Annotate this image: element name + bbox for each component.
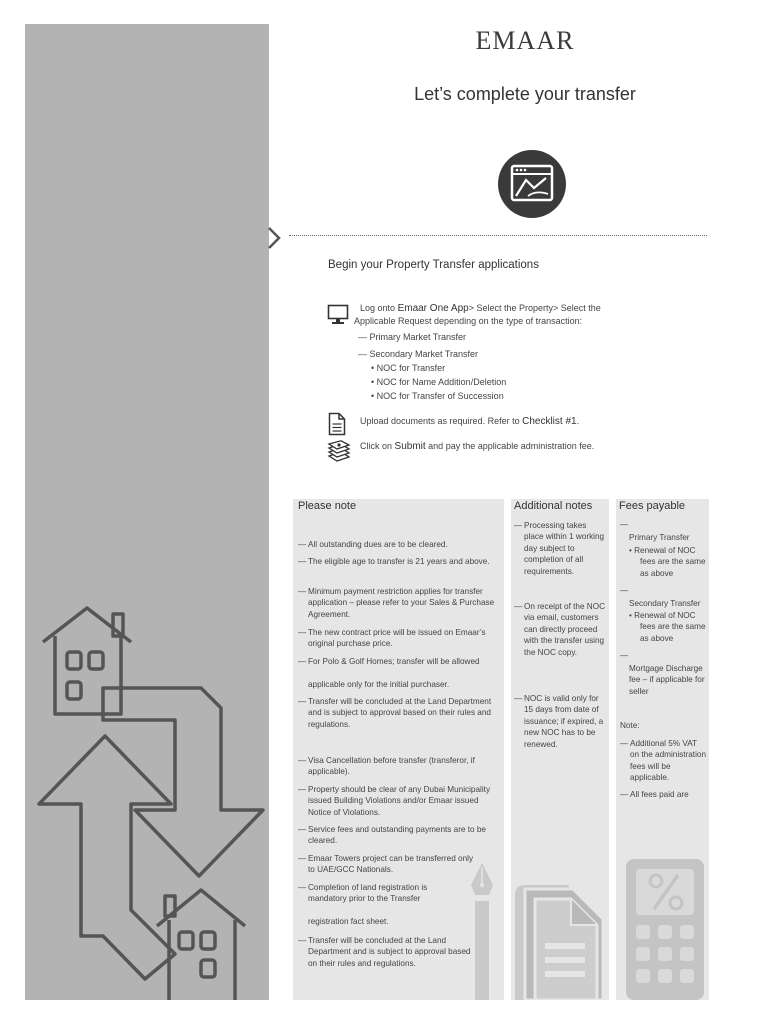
submit-label: Submit — [394, 441, 426, 452]
mortgage-discharge-item: Mortgage Discharge fee – if applicable for seller — [629, 664, 705, 696]
note-item: — Service fees and outstanding payments are to be cleared. — [298, 825, 486, 846]
fountain-pen-icon — [469, 861, 495, 1000]
fee-dash: — — [620, 520, 629, 529]
fees-payable-panel — [616, 499, 709, 1000]
fees-note-item: — All fees paid are — [620, 790, 689, 799]
fees-payable-heading: Fees payable — [619, 500, 686, 512]
note-item: — Completion of land registration is mandatory prior to the Transfer — [298, 883, 428, 904]
additional-note-item: — On receipt of the NOC via email, customers can directly proceed with the transfer using the NOC copy. — [514, 602, 605, 657]
houses-transfer-arrows-illustration — [25, 24, 269, 1000]
additional-notes-heading: Additional notes — [514, 500, 593, 512]
primary-transfer-label: Primary Transfer — [629, 533, 690, 542]
secondary-renewal-item: • Renewal of NOC fees are the same as above — [629, 611, 706, 643]
browser-chart-icon — [498, 150, 566, 218]
note-item: — Minimum payment restriction applies for transfer application – please refer to your Sales & Purchase Agreement. — [298, 587, 495, 619]
noc-name-item: • NOC for Name Addition/Deletion — [371, 377, 507, 387]
document-icon — [328, 412, 346, 436]
step3-text: Click on Submit and pay the applicable administration fee. — [360, 441, 595, 452]
note-item: — The new contract price will be issued on Emaar’s original purchase price. — [298, 628, 486, 649]
step1-text-line1: Log onto Emaar One App> Select the Property> Select the — [360, 303, 601, 314]
primary-market-item: — Primary Market Transfer — [358, 332, 467, 342]
checklist-label: Checklist #1 — [522, 416, 577, 427]
note-item: — All outstanding dues are to be cleared. — [298, 540, 448, 549]
page-title: Let’s complete your transfer — [414, 84, 636, 104]
emaar-one-app-label: Emaar One App — [397, 303, 469, 314]
note-item: — Property should be clear of any Dubai Municipality issued Building Violations and/or Emaar issued Notice of Violations. — [298, 785, 491, 817]
note-item-cont: applicable only for the initial purchaser. — [308, 680, 450, 689]
chevron-right-icon — [266, 226, 282, 250]
noc-transfer-item: • NOC for Transfer — [371, 363, 446, 373]
monitor-icon — [327, 304, 349, 325]
emaar-logo: EMAAR — [475, 26, 575, 55]
additional-notes-panel — [511, 499, 609, 1000]
step2-text: Upload documents as required. Refer to Checklist #1. — [360, 416, 580, 427]
additional-note-item: — Processing takes place within 1 working day subject to completion of all requirements. — [514, 521, 605, 576]
secondary-market-item: — Secondary Market Transfer — [358, 349, 479, 359]
note-item: — The eligible age to transfer is 21 years and above. — [298, 557, 490, 566]
secondary-transfer-label: Secondary Transfer — [629, 599, 701, 608]
step1-text-line2: Applicable Request depending on the type of transaction: — [354, 316, 583, 326]
fees-note-item: — Additional 5% VAT on the administration fees will be applicable. — [620, 739, 707, 783]
note-item: — For Polo & Golf Homes; transfer will be allowed — [298, 657, 480, 666]
note-item: — Transfer will be concluded at the Land Department and is subject to approval based on their rules and regulations. — [298, 697, 492, 729]
additional-note-item: — NOC is valid only for 15 days from date of issuance; if expired, a new NOC has to be renewed. — [514, 694, 604, 749]
please-note-heading: Please note — [298, 500, 357, 512]
dotted-divider — [289, 235, 707, 236]
note-item: — Emaar Towers project can be transferred only to UAE/GCC Nationals. — [298, 854, 474, 875]
note-item: — Visa Cancellation before transfer (transferor, if applicable). — [298, 756, 475, 777]
note-item-cont: registration fact sheet. — [308, 917, 389, 926]
fee-dash: — — [620, 586, 629, 595]
calculator-percent-icon — [626, 859, 704, 1000]
fees-note-label: Note: — [620, 721, 640, 730]
documents-icon — [513, 881, 607, 1000]
primary-renewal-item: • Renewal of NOC fees are the same as above — [629, 546, 706, 578]
money-stack-icon — [326, 440, 352, 464]
sidebar-illustration — [25, 24, 269, 1000]
please-note-panel — [293, 499, 504, 1000]
fee-dash: — — [620, 651, 629, 660]
section-subtitle: Begin your Property Transfer applications — [328, 259, 539, 271]
note-item: — Transfer will be concluded at the Land Department and is subject to approval based on their rules and regulations. — [298, 936, 471, 968]
noc-succession-item: • NOC for Transfer of Succession — [371, 391, 504, 401]
